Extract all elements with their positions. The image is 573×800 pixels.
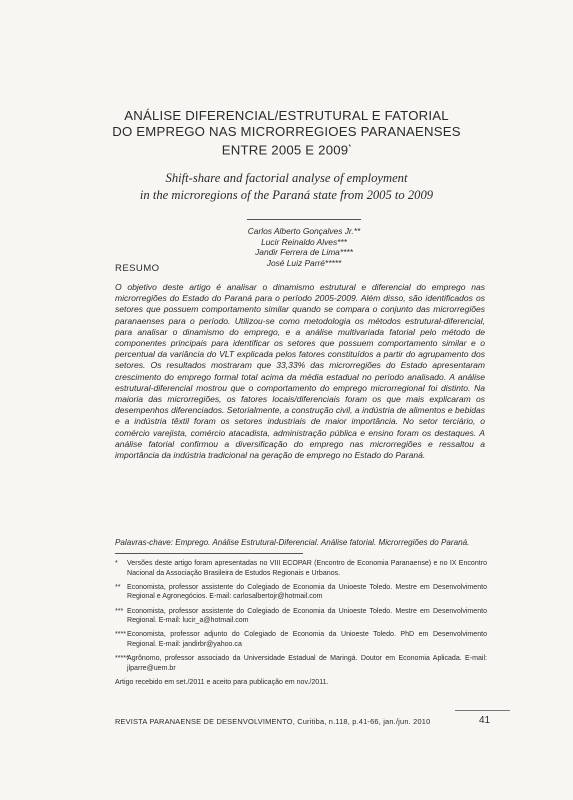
title-line-3 [60,140,513,158]
english-title [60,170,513,204]
received-note: Artigo recebido em set./2011 e aceito para publicação em nov./2011. [115,678,329,686]
footnotes [115,559,487,692]
title-line-1: ANÁLISE DIFERENCIAL/ESTRUTURAL E FATORIAL [124,108,449,123]
footnote-1-mark: * [115,560,118,567]
author-1: Carlos Alberto Gonçalves Jr.** [247,226,361,236]
running-footer: REVISTA PARANAENSE DE DESENVOLVIMENTO, Curitiba, n.118, p.41-66, jan./jun. 2010 [115,717,431,726]
footnote-1 [115,559,487,578]
footnote-4-mark: **** [115,631,126,639]
author-3: Jandir Ferrera de Lima**** [255,247,353,258]
abstract-heading: RESUMO [115,263,160,274]
footnote-3-text: Economista, professor assistente do Colegiado de Economia da Unioeste Toledo. Mestre em Desenvolvimento Regional. E-mail: lucir_a@hotmail.com [127,607,487,625]
english-title-line-2: in the microregions of the Paraná state from 2005 to 2009 [139,188,434,202]
footnotes-divider [115,553,303,554]
footnote-4-text: Economista, professor adjunto do Colegiado de Economia da Unioeste Toledo. PhD em Desenvolvimento Regional. E-mail: jandirbr@yahoo.ca [127,631,487,648]
author-list [210,226,398,268]
page-number: 41 [479,715,491,726]
footnote-2-text: Economista, professor assistente do Colegiado de Economia da Unioeste Toledo. Mestre em Desenvolvimento Regional e Agronegócios. E-mail: carlosalbertojr@hotmail.com [127,583,487,601]
author-2: Lucir Reinaldo Alves*** [261,236,347,247]
authors-divider [247,219,361,220]
article-title [60,108,513,158]
footer-divider [455,710,510,711]
abstract-text: O objetivo deste artigo é analisar o dinamismo estrutural e diferencial do emprego nas microrregiões do Estado do Paraná para o período 2005-2009. Além disso, são identificados os setores que possuem comportamento similar quando se compara o conjunto das microrregiões paranaenses para o período. Utilizou-se como metodologia os métodos estrutural-diferencial, para analisar o dinamismo do emprego, e a análise multivariada fatorial pelo método de componentes principais para identificar os setores que possuem comportamento similar e o percentual da variância do VLT explicada pelos fatores constituídos a partir do agrupamento dos setores. Os resultados mostraram que 33,33% das microrregiões do Estado apresentaram crescimento do emprego formal total acima da média estadual no período analisado. A análise estrutural-diferencial mostrou que o comportamento do emprego microrregional foi distinto. Na maioria das microrregiões, os fatores locais/diferenciais foram os que mais explicaram os desempenhos diferenciados. Setorialmente, a construção civil, a indústria de alimentos e bebidas e a indústria têxtil foram os setores industriais de maior importância. No setor terciário, o comércio varejista, comércio atacadista, administração pública e ensino foram os destaques. A análise fatorial confirmou a diversificação do emprego nas microrregiões e ressaltou a importância da indústria tradicional na geração de emprego no Estado do Paraná. [115,282,485,461]
english-title-line-1: Shift-share and factorial analyse of employment [165,171,408,185]
keywords: Palavras-chave: Emprego. Análise Estrutural-Diferencial. Análise fatorial. Microrregiões do Paraná. [115,538,470,547]
footnote-1-text: Versões deste artigo foram apresentadas no VIII ECOPAR (Encontro de Economia Paranaense) e no IX Encontro Nacional da Associação Brasileira de Estudos Regionais e Urbanos. [127,560,487,577]
title-line-3-text: ENTRE 2005 E 2009 [221,142,349,158]
footnote-5-text: Agrônomo, professor associado da Universidade Estadual de Maringá. Doutor em Economia Aplicada. E-mail: jlparre@uem.br [127,655,487,672]
footnote-3-mark: *** [115,607,124,615]
footnote-5-mark: ***** [115,655,129,663]
author-4: José Luiz Parré***** [266,257,342,268]
title-line-2: DO EMPREGO NAS MICRORREGIOES PARANAENSES [112,124,461,139]
footnote-2 [115,583,487,602]
footnote-5 [115,654,487,673]
footnote-4 [115,630,487,649]
title-footnote-mark: * [348,144,352,151]
footnote-2-mark: ** [115,583,121,591]
footnote-3 [115,607,487,626]
